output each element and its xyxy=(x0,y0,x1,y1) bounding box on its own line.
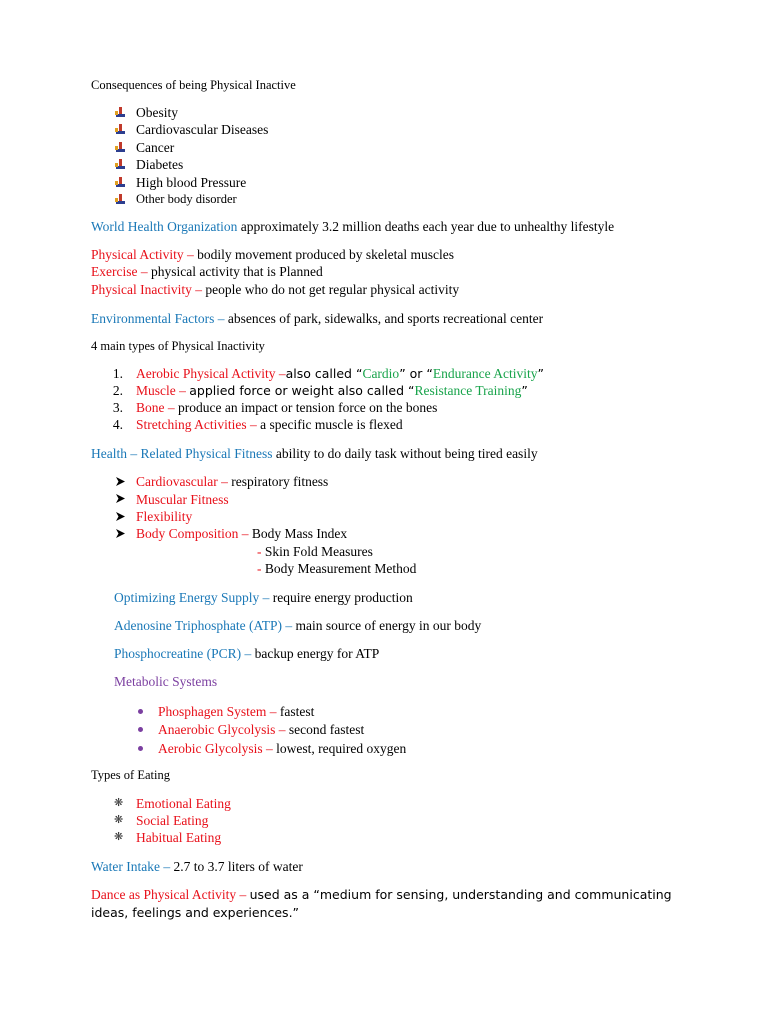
hand-bullet-icon xyxy=(114,106,127,119)
type-term: Muscle – xyxy=(136,383,190,398)
type-highlight: Resistance Training xyxy=(414,383,522,398)
sub-dash: - xyxy=(257,544,265,559)
type-highlight: Cardio xyxy=(362,366,400,381)
environmental-term: Environmental Factors – xyxy=(91,311,228,326)
who-paragraph xyxy=(91,218,614,235)
list-item-text: Habitual Eating xyxy=(136,830,222,845)
environmental-factors xyxy=(91,310,543,327)
list-number: 2. xyxy=(112,383,123,398)
type-highlight: Endurance Activity xyxy=(432,366,538,381)
dot-bullet-icon xyxy=(138,709,143,714)
sub-dash: - xyxy=(257,561,265,576)
type-text: also called “ xyxy=(285,366,363,381)
energy-term: Adenosine Triphosphate (ATP) – xyxy=(114,618,296,633)
definition-physical-activity xyxy=(91,246,454,263)
energy-pcr xyxy=(114,645,379,662)
hand-bullet-icon xyxy=(114,158,127,171)
energy-atp xyxy=(114,617,481,634)
dance-term: Dance as Physical Activity – xyxy=(91,887,250,902)
water-term: Water Intake – xyxy=(91,859,174,874)
definition-physical-inactivity xyxy=(91,281,459,298)
list-item-text: Cardiovascular Diseases xyxy=(136,122,269,137)
energy-term: Phosphocreatine (PCR) – xyxy=(114,646,255,661)
metabolic-term: Phosphagen System – xyxy=(158,704,280,719)
health-related-fitness xyxy=(91,445,538,462)
list-item-text xyxy=(136,399,437,416)
hand-bullet-icon xyxy=(114,123,127,136)
list-item-text xyxy=(158,721,364,738)
list-item-text xyxy=(136,365,544,382)
hand-bullet-icon xyxy=(114,176,127,189)
definition-text: people who do not get regular physical activity xyxy=(205,282,460,297)
metabolic-text: second fastest xyxy=(288,722,365,737)
sub-text: Body Measurement Method xyxy=(264,561,417,576)
energy-term: Optimizing Energy Supply – xyxy=(114,590,273,605)
list-item-text: Muscular Fitness xyxy=(136,492,229,507)
arrow-bullet-icon xyxy=(115,476,126,487)
list-item-text xyxy=(136,473,328,490)
list-item-text xyxy=(136,525,347,542)
who-term: World Health Organization xyxy=(91,219,238,234)
type-text: ” or “ xyxy=(399,366,433,381)
fitness-term: Body Composition – xyxy=(136,526,252,541)
water-text: 2.7 to 3.7 liters of water xyxy=(173,859,303,874)
section-heading-inactive: Consequences of being Physical Inactive xyxy=(91,78,296,92)
type-term: Aerobic Physical Activity – xyxy=(136,366,286,381)
energy-text: backup energy for ATP xyxy=(254,646,380,661)
fitness-text: Body Mass Index xyxy=(251,526,348,541)
list-item-text: High blood Pressure xyxy=(136,175,247,190)
list-item-text: Emotional Eating xyxy=(136,796,231,811)
metabolic-term: Anaerobic Glycolysis – xyxy=(158,722,289,737)
list-item-text: Other body disorder xyxy=(136,192,237,206)
asterisk-bullet-icon: ❋ xyxy=(114,814,124,826)
type-text: produce an impact or tension force on the bones xyxy=(178,400,438,415)
health-term: Health – Related Physical Fitness xyxy=(91,446,273,461)
arrow-bullet-icon xyxy=(115,493,126,504)
section-heading-eating: Types of Eating xyxy=(91,768,170,782)
section-heading-types: 4 main types of Physical Inactivity xyxy=(91,339,265,353)
list-item-text: Flexibility xyxy=(136,509,193,524)
hand-bullet-icon xyxy=(114,141,127,154)
list-item-text: Obesity xyxy=(136,105,178,120)
list-item-text: Social Eating xyxy=(136,813,209,828)
list-number: 1. xyxy=(112,366,123,381)
list-item-text xyxy=(136,382,528,399)
sub-text: Skin Fold Measures xyxy=(264,544,373,559)
sub-item xyxy=(257,560,416,577)
asterisk-bullet-icon: ❋ xyxy=(114,831,124,843)
list-item-text xyxy=(158,740,406,757)
dot-bullet-icon xyxy=(138,727,143,732)
metabolic-term: Aerobic Glycolysis – xyxy=(158,741,277,756)
energy-optimizing xyxy=(114,589,413,606)
metabolic-text: fastest xyxy=(279,704,315,719)
definition-text: physical activity that is Planned xyxy=(150,264,323,279)
list-item-text: Cancer xyxy=(136,140,175,155)
hand-bullet-icon xyxy=(114,193,127,206)
health-text: ability to do daily task without being tired easily xyxy=(272,446,538,461)
dance-paragraph xyxy=(91,886,672,903)
dot-bullet-icon xyxy=(138,746,143,751)
type-text: ” xyxy=(537,366,544,381)
energy-text: require energy production xyxy=(272,590,413,605)
environmental-text: absences of park, sidewalks, and sports recreational center xyxy=(227,311,544,326)
metabolic-heading: Metabolic Systems xyxy=(114,674,218,689)
metabolic-text: lowest, required oxygen xyxy=(276,741,407,756)
who-text: approximately 3.2 million deaths each year due to unhealthy lifestyle xyxy=(237,219,615,234)
fitness-text: respiratory fitness xyxy=(231,474,329,489)
type-text: a specific muscle is flexed xyxy=(260,417,403,432)
type-text: applied force or weight also called “ xyxy=(189,383,415,398)
type-term: Bone – xyxy=(136,400,178,415)
definition-exercise xyxy=(91,263,323,280)
list-number: 4. xyxy=(112,417,123,432)
definition-text: bodily movement produced by skeletal muscles xyxy=(197,247,454,262)
definition-term: Exercise – xyxy=(91,264,151,279)
dance-text-continued: ideas, feelings and experiences.” xyxy=(91,905,300,920)
arrow-bullet-icon xyxy=(115,511,126,522)
list-number: 3. xyxy=(112,400,123,415)
dance-text: used as a “medium for sensing, understanding and communicating xyxy=(249,887,672,902)
list-item-text: Diabetes xyxy=(136,157,184,172)
sub-item xyxy=(257,543,373,560)
definition-term: Physical Activity – xyxy=(91,247,198,262)
list-item-text xyxy=(136,416,403,433)
fitness-term: Cardiovascular – xyxy=(136,474,232,489)
arrow-bullet-icon xyxy=(115,528,126,539)
type-text: ” xyxy=(521,383,528,398)
list-item-text xyxy=(158,703,314,720)
water-intake xyxy=(91,858,303,875)
energy-text: main source of energy in our body xyxy=(295,618,482,633)
asterisk-bullet-icon: ❋ xyxy=(114,797,124,809)
definition-term: Physical Inactivity – xyxy=(91,282,206,297)
type-term: Stretching Activities – xyxy=(136,417,261,432)
